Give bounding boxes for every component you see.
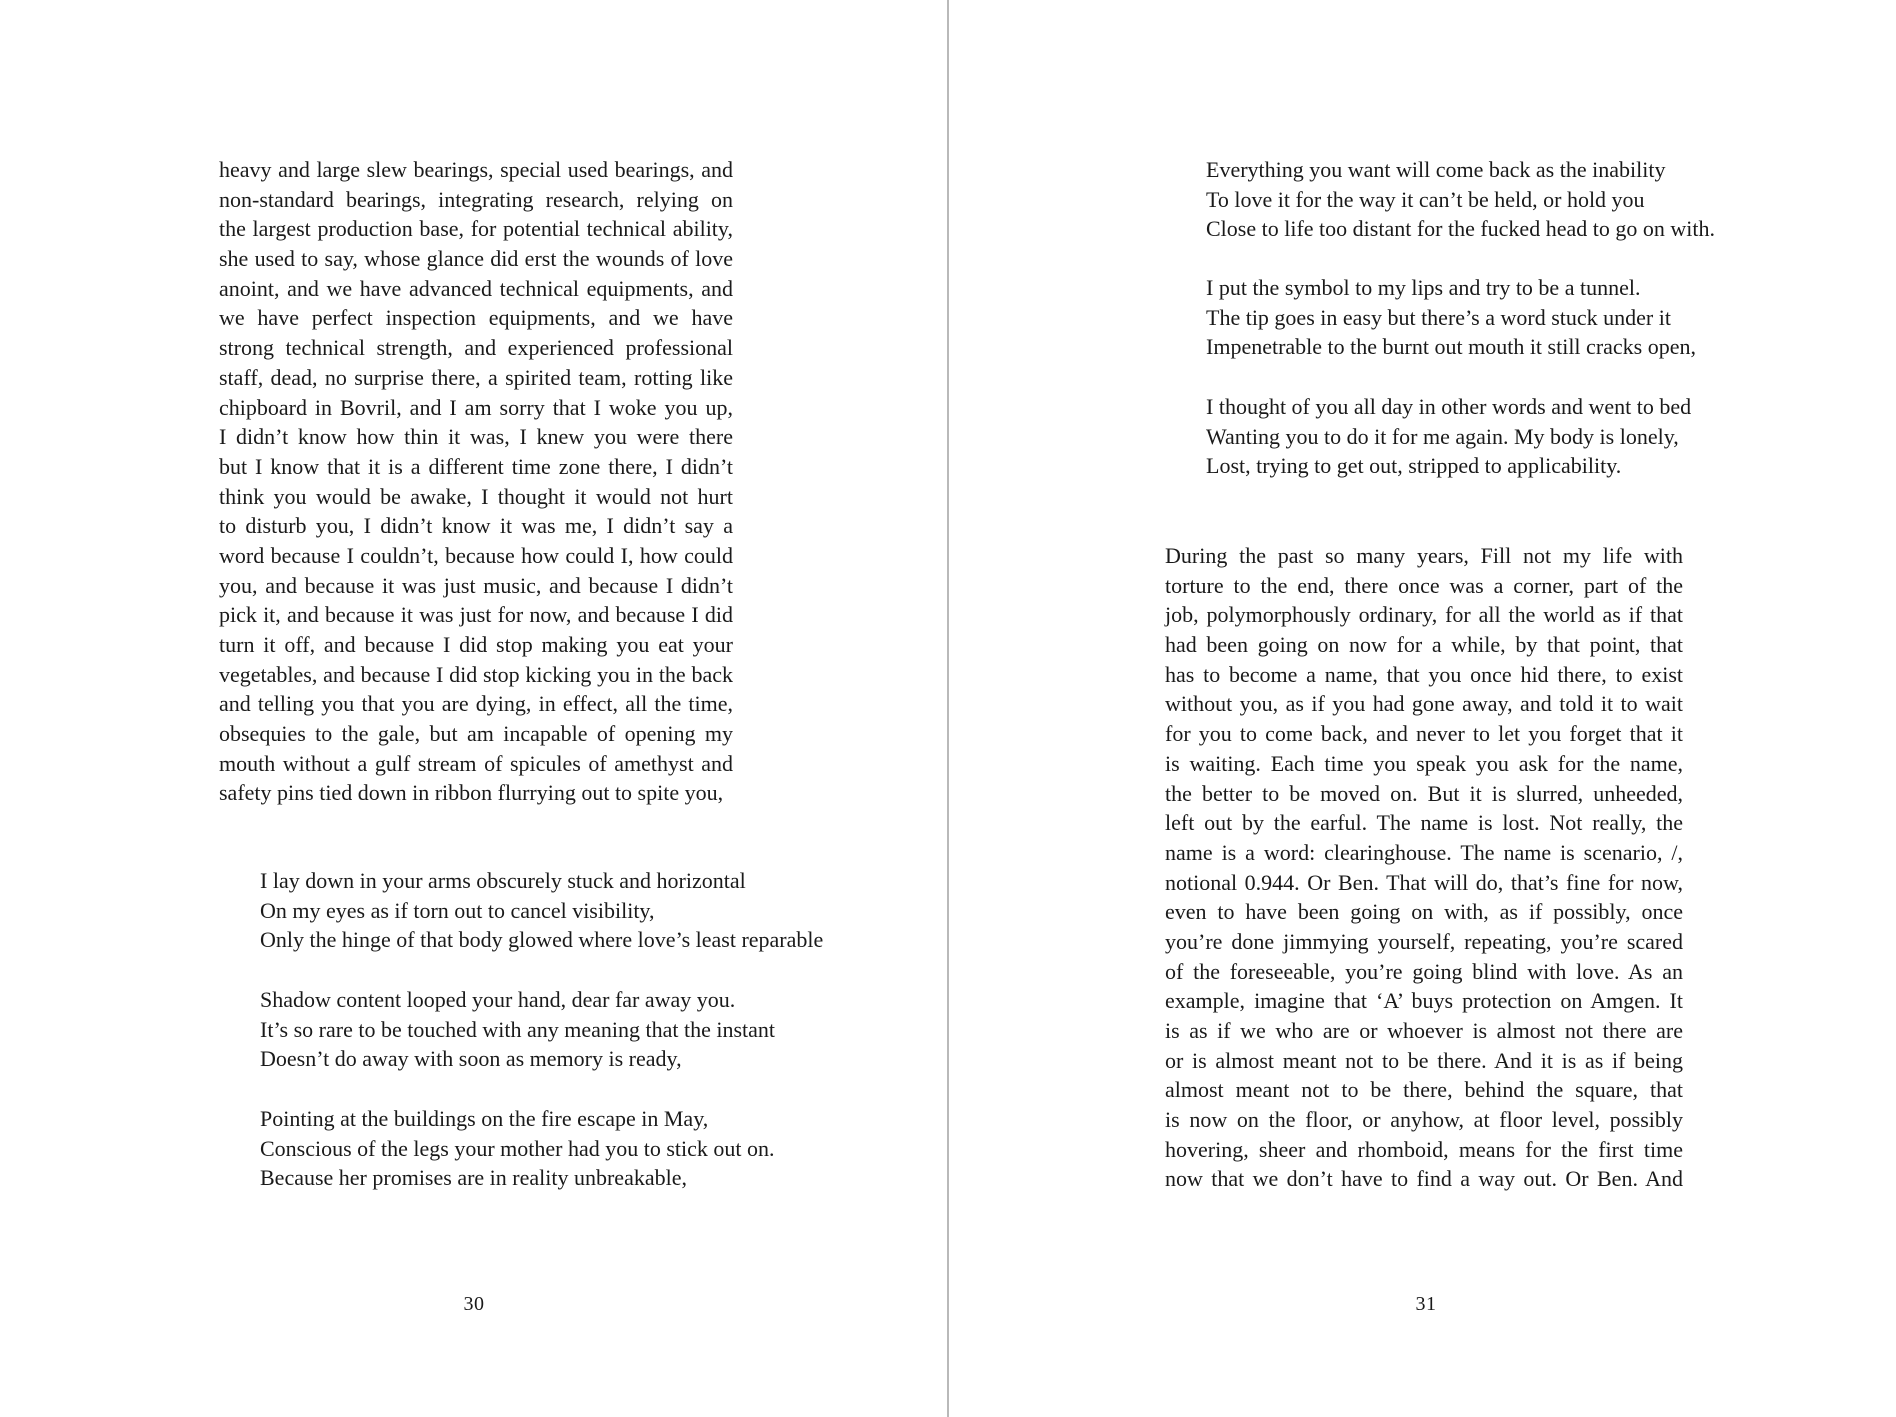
prose-line: notional 0.944. Or Ben. That will do, that’s fine for now, (1165, 869, 1683, 895)
prose-line: but I know that it is a different time zone there, I didn’t (219, 453, 733, 479)
page-number: 30 (463, 1293, 485, 1315)
book-gutter (947, 0, 949, 1417)
prose-line: of the foreseeable, you’re going blind with love. As an (1165, 958, 1683, 984)
prose-line: name is a word: clearinghouse. The name is scenario, /, (1165, 839, 1683, 865)
prose-line: job, polymorphously ordinary, for all the world as if that (1165, 602, 1683, 628)
verse-line: I thought of you all day in other words and went to bed (1206, 394, 1692, 419)
verse-line: To love it for the way it can’t be held, or hold you (1206, 186, 1645, 212)
poem-stanza-3 (260, 1104, 775, 1193)
prose-line: without you, as if you had gone away, and told it to wait (1165, 691, 1683, 717)
verse-line: Only the hinge of that body glowed where love’s least reparable (260, 927, 824, 953)
prose-line: During the past so many years, Fill not my life with (1165, 543, 1683, 568)
prose-line: you’re done jimmying yourself, repeating, you’re scared (1165, 928, 1683, 954)
right-prose-paragraph (1165, 541, 1683, 1194)
prose-line: is waiting. Each time you speak you ask for the name, (1165, 750, 1683, 776)
prose-line: is now on the floor, or anyhow, at floor level, possibly (1165, 1107, 1683, 1133)
prose-line: strong technical strength, and experienced professional (219, 335, 733, 361)
verse-line: Because her promises are in reality unbreakable, (260, 1165, 687, 1191)
prose-line: think you would be awake, I thought it would not hurt (219, 483, 733, 509)
prose-line: heavy and large slew bearings, special used bearings, and (219, 157, 733, 182)
poem-stanza-2 (260, 985, 775, 1074)
left-page (0, 0, 947, 1417)
prose-line: non-standard bearings, integrating research, relying on (219, 186, 733, 212)
verse-line: Wanting you to do it for me again. My body is lonely, (1206, 423, 1679, 449)
prose-line: or is almost meant not to be there. And it is as if being (1165, 1047, 1683, 1073)
verse-line: It’s so rare to be touched with any meaning that the instant (260, 1016, 776, 1042)
prose-line: we have perfect inspection equipments, and we have (219, 305, 733, 331)
verse-line: Everything you want will come back as the inability (1206, 157, 1666, 182)
prose-line: mouth without a gulf stream of spicules of amethyst and (219, 750, 733, 776)
prose-line: she used to say, whose glance did erst the wounds of love (219, 246, 733, 272)
verse-line: I lay down in your arms obscurely stuck and horizontal (260, 868, 746, 893)
prose-line: example, imagine that ‘A’ buys protection on Amgen. It (1165, 988, 1683, 1014)
prose-line: has to become a name, that you once hid there, to exist (1165, 661, 1683, 687)
verse-line: I put the symbol to my lips and try to be a tunnel. (1206, 275, 1641, 300)
prose-line: even to have been going on with, as if possibly, once (1165, 899, 1683, 925)
right-page (950, 0, 1896, 1417)
verse-line: Doesn’t do away with soon as memory is ready, (260, 1046, 682, 1072)
prose-line: is as if we who are or whoever is almost not there are (1165, 1018, 1683, 1043)
prose-line: now that we don’t have to find a way out. Or Ben. And (1165, 1166, 1683, 1192)
verse-line: Conscious of the legs your mother had you to stick out on. (260, 1135, 775, 1161)
prose-line: almost meant not to be there, behind the square, that (1165, 1077, 1683, 1103)
prose-line: pick it, and because it was just for now, and because I did (219, 602, 733, 628)
prose-line: you, and because it was just music, and because I didn’t (219, 572, 733, 598)
prose-line: the better to be moved on. But it is slurred, unheeded, (1165, 780, 1683, 806)
verse-line: Pointing at the buildings on the fire escape in May, (260, 1106, 709, 1131)
poem-stanza-1 (1206, 155, 1715, 244)
prose-line: the largest production base, for potential technical ability, (219, 216, 733, 242)
verse-line: Impenetrable to the burnt out mouth it still cracks open, (1206, 334, 1696, 360)
prose-line: had been going on now for a while, by that point, that (1165, 632, 1683, 658)
prose-line: anoint, and we have advanced technical equipments, and (219, 275, 733, 301)
prose-line: turn it off, and because I did stop making you eat your (219, 632, 733, 657)
prose-line: chipboard in Bovril, and I am sorry that I woke you up, (219, 394, 733, 420)
verse-line: Lost, trying to get out, stripped to applicability. (1206, 453, 1622, 479)
verse-line: Shadow content looped your hand, dear far away you. (260, 987, 736, 1012)
prose-line: left out by the earful. The name is lost. Not really, the (1165, 810, 1683, 836)
poem-stanza-3 (1206, 392, 1691, 481)
prose-line: safety pins tied down in ribbon flurrying out to spite you, (219, 780, 724, 806)
prose-line: obsequies to the gale, but am incapable of opening my (219, 721, 733, 747)
poem-stanza-1 (260, 866, 823, 955)
verse-line: Close to life too distant for the fucked head to go on with. (1206, 216, 1715, 242)
left-prose-paragraph (219, 155, 733, 808)
prose-line: to disturb you, I didn’t know it was me, I didn’t say a (219, 513, 733, 539)
prose-line: vegetables, and because I did stop kicking you in the back (219, 661, 733, 687)
verse-line: The tip goes in easy but there’s a word stuck under it (1206, 304, 1671, 330)
verse-line: On my eyes as if torn out to cancel visibility, (260, 897, 655, 923)
prose-line: I didn’t know how thin it was, I knew you were there (219, 424, 733, 450)
prose-line: hovering, sheer and rhomboid, means for the first time (1165, 1136, 1683, 1162)
prose-line: for you to come back, and never to let you forget that it (1165, 721, 1683, 747)
poem-stanza-2 (1206, 273, 1696, 362)
prose-line: staff, dead, no surprise there, a spirited team, rotting like (219, 364, 733, 390)
prose-line: and telling you that you are dying, in effect, all the time, (219, 691, 733, 717)
page-number: 31 (1415, 1293, 1437, 1315)
prose-line: torture to the end, there once was a corner, part of the (1165, 572, 1683, 598)
prose-line: word because I couldn’t, because how could I, how could (219, 542, 733, 568)
